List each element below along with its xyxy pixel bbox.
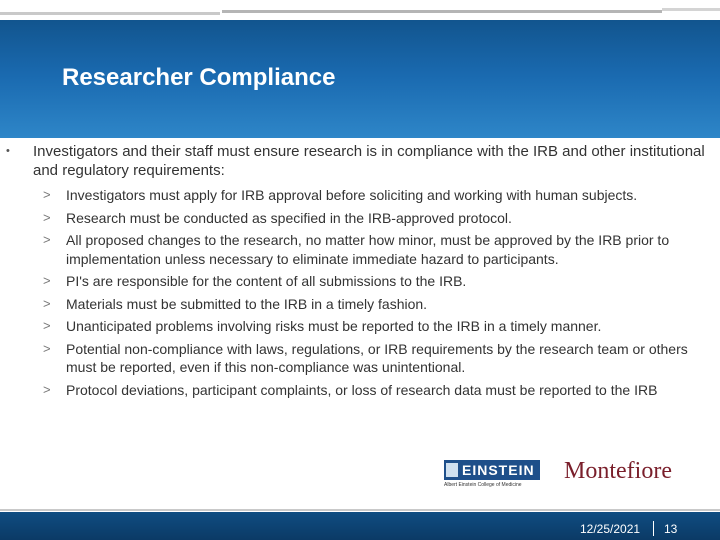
sub-bullet-text: Research must be conducted as specified in the IRB-approved protocol.: [66, 209, 512, 226]
bullet-dot-icon: •: [6, 145, 10, 157]
chevron-right-icon: >: [43, 209, 51, 225]
einstein-wordmark: EINSTEIN: [462, 462, 535, 478]
main-bullet: [0, 142, 720, 180]
sub-bullet-text: Unanticipated problems involving risks must be reported to the IRB in a timely manner.: [66, 318, 602, 334]
page-number: 13: [664, 522, 678, 536]
sub-bullet-text: Investigators must apply for IRB approval before soliciting and working with human subjects.: [66, 187, 638, 203]
einstein-wordmark-box: [444, 460, 540, 480]
chevron-right-icon: >: [43, 381, 51, 397]
top-decoration: [0, 0, 720, 20]
sub-bullet: [0, 317, 720, 336]
montefiore-logo: Montefiore: [564, 458, 672, 484]
sub-bullet: [0, 295, 720, 314]
top-rule-middle: [222, 10, 662, 13]
logo-strip: [444, 458, 684, 492]
top-rule-right: [662, 8, 720, 11]
sub-bullet: [0, 381, 720, 400]
chevron-right-icon: >: [43, 273, 51, 288]
sub-bullet: [0, 186, 720, 205]
chevron-right-icon: >: [43, 295, 51, 311]
einstein-logo: [444, 460, 542, 490]
sub-bullet: [0, 231, 720, 268]
chevron-right-icon: >: [43, 187, 51, 202]
sub-bullet-list: [0, 186, 720, 399]
top-rule-left: [0, 12, 220, 15]
sub-bullet: [0, 340, 720, 377]
main-bullet-text: Investigators and their staff must ensure research is in compliance with the IRB and other institutional and regulatory requirements:: [33, 143, 705, 179]
chevron-right-icon: >: [43, 318, 51, 333]
sub-bullet-text: PI's are responsible for the content of all submissions to the IRB.: [66, 273, 467, 289]
chevron-right-icon: >: [43, 232, 51, 247]
footer-separator: [653, 521, 654, 536]
chevron-right-icon: >: [43, 340, 51, 356]
sub-bullet-text: Protocol deviations, participant complaints, or loss of research data must be reported to the IRB: [66, 381, 658, 398]
slide-title: Researcher Compliance: [62, 64, 336, 91]
footer-rule: [0, 509, 720, 511]
footer-date: 12/25/2021: [580, 522, 641, 536]
einstein-emblem-icon: [446, 463, 458, 477]
sub-bullet: [0, 209, 720, 228]
sub-bullet-text: Materials must be submitted to the IRB in a timely fashion.: [66, 295, 428, 312]
einstein-subtitle: Albert Einstein College of Medicine: [444, 482, 522, 488]
slide-body: [0, 142, 720, 403]
sub-bullet: [0, 272, 720, 291]
sub-bullet-text: All proposed changes to the research, no matter how minor, must be approved by the IRB prior to implementation unless necessary to eliminate immediate hazard to participants.: [66, 232, 670, 267]
sub-bullet-text: Potential non-compliance with laws, regulations, or IRB requirements by the research team or others must be reported, even if this non-compliance was unintentional.: [66, 340, 688, 375]
